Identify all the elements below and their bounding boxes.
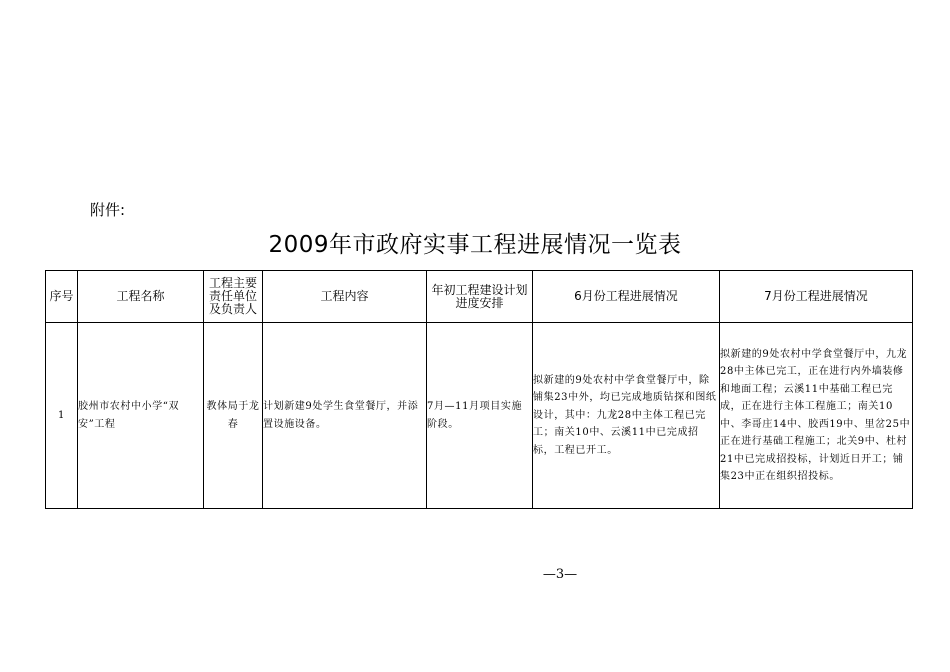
cell-responsible-unit: 教体局于龙春 (204, 323, 263, 509)
cell-july-progress: 拟新建的9处农村中学食堂餐厅中，九龙28中主体已完工，正在进行内外墙装修和地面工程；云溪11中基础工程已完成，正在进行主体工程施工；南关10中、李哥庄14中、胶西19中、里岔25中正在进行基础工程施工；北关9中、杜村21中已完成招投标，计划近日开工；铺集23中正在组织招投标。 (720, 323, 913, 509)
cell-june-progress: 拟新建的9处农村中学食堂餐厅中，除铺集23中外，均已完成地质钻探和图纸设计，其中：九龙28中主体工程已完工；南关10中、云溪11中已完成招标，工程已开工。 (533, 323, 720, 509)
cell-project-content: 计划新建9处学生食堂餐厅，并添置设施设备。 (263, 323, 427, 509)
header-index: 序号 (46, 271, 78, 323)
header-name: 工程名称 (78, 271, 204, 323)
table-header-row (46, 271, 913, 323)
header-unit: 工程主要责任单位及负责人 (204, 271, 263, 323)
header-content: 工程内容 (263, 271, 427, 323)
table-row (46, 323, 913, 509)
cell-index: 1 (46, 323, 78, 509)
page-number: —3— (542, 567, 578, 582)
header-july: 7月份工程进展情况 (720, 271, 913, 323)
attachment-label: 附件: (90, 201, 126, 219)
document-title: 2009年市政府实事工程进展情况一览表 (268, 232, 682, 258)
header-plan: 年初工程建设计划进度安排 (427, 271, 533, 323)
cell-plan-schedule: 7月—11月项目实施阶段。 (427, 323, 533, 509)
header-june: 6月份工程进展情况 (533, 271, 720, 323)
progress-table (45, 270, 913, 509)
cell-project-name: 胶州市农村中小学“双安”工程 (78, 323, 204, 509)
